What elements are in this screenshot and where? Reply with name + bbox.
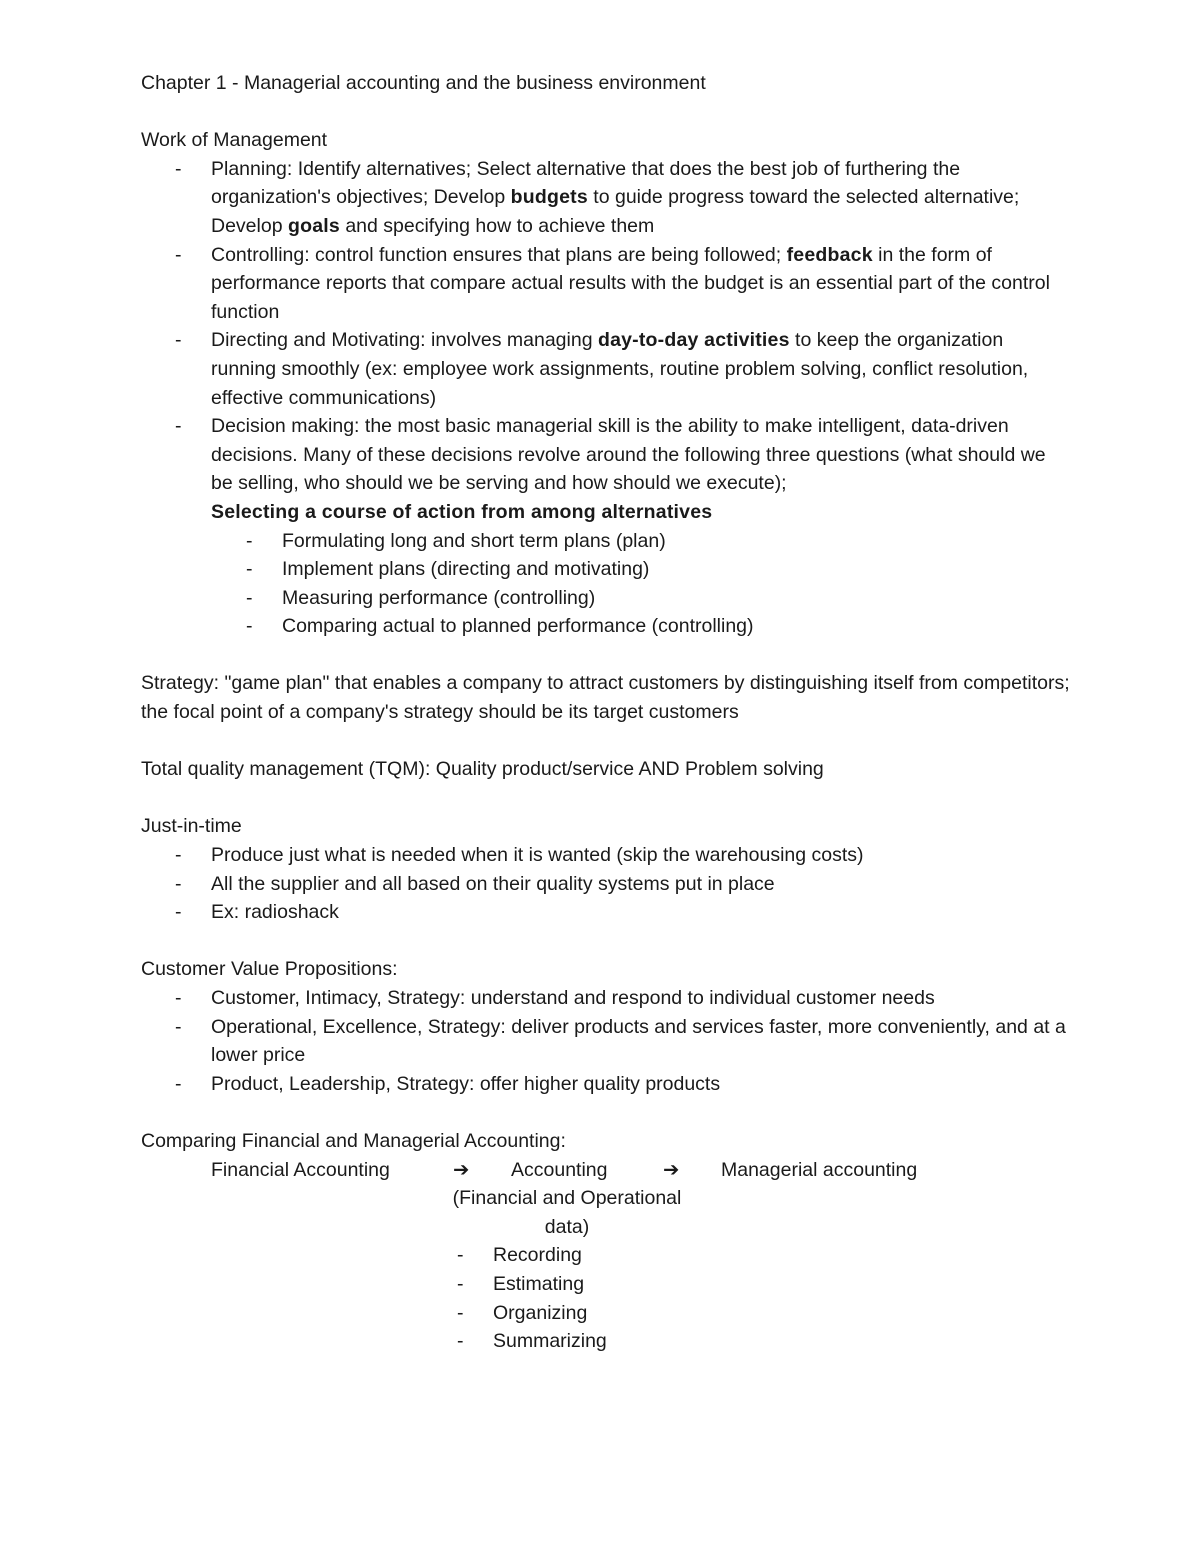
document-content — [141, 69, 1071, 1356]
list-item: - Estimating — [141, 1270, 607, 1299]
list-item-directing: - Directing and Motivating: involves managing day-to-day activities to keep the organization running smoothly (ex: employee work assignments, routine problem solving, conflict resolution, effective communications) — [141, 326, 1071, 412]
bold-term: Selecting a course of action from among alternatives — [211, 500, 713, 523]
bullet-dash: - — [457, 1272, 464, 1295]
list-item: - Implement plans (directing and motivating) — [141, 555, 1071, 584]
accounting-subtitle: (Financial and Operational data) — [452, 1187, 682, 1238]
bullet-dash: - — [246, 558, 253, 581]
bold-term: goals — [287, 214, 340, 237]
bullet-dash: - — [457, 1301, 464, 1324]
bullet-dash: - — [175, 157, 182, 180]
comparing-heading: Comparing Financial and Managerial Accounting: — [141, 1129, 566, 1152]
managerial-accounting-label: Managerial accounting — [721, 1158, 918, 1181]
bullet-dash: - — [175, 415, 182, 438]
bullet-dash: - — [175, 243, 182, 266]
list-item: - Comparing actual to planned performance (controlling) — [141, 612, 1071, 641]
bullet-dash: - — [175, 844, 182, 867]
accounting-steps-block — [141, 1241, 1071, 1355]
work-heading: Work of Management — [141, 129, 328, 152]
work-list — [141, 155, 1071, 527]
bullet-dash: - — [246, 615, 253, 638]
list-item: - Organizing — [141, 1299, 607, 1328]
accounting-label: Accounting — [511, 1158, 608, 1181]
financial-accounting-label: Financial Accounting — [211, 1158, 390, 1181]
bullet-dash: - — [457, 1244, 464, 1267]
jit-list — [141, 841, 1071, 927]
bullet-dash: - — [175, 1072, 182, 1095]
bullet-dash: - — [246, 586, 253, 609]
bullet-dash: - — [175, 1015, 182, 1038]
bullet-dash: - — [175, 872, 182, 895]
list-item: - Customer, Intimacy, Strategy: understand and respond to individual customer needs — [141, 984, 1071, 1013]
list-item: - Operational, Excellence, Strategy: deliver products and services faster, more conveniently, and at a lower price — [141, 1013, 1071, 1070]
bullet-dash: - — [457, 1330, 464, 1353]
list-item: - Recording — [141, 1241, 607, 1270]
bullet-dash: - — [175, 901, 182, 924]
strategy-paragraph: Strategy: "game plan" that enables a company to attract customers by distinguishing itself from competitors; the focal point of a company's strategy should be its target customers — [141, 672, 1070, 724]
list-item: - Measuring performance (controlling) — [141, 584, 1071, 613]
bullet-dash: - — [175, 987, 182, 1009]
list-item: - Summarizing — [141, 1327, 607, 1356]
list-item: - All the supplier and all based on their quality systems put in place — [141, 870, 1071, 899]
arrow-right-icon: ➔ — [453, 1158, 470, 1181]
list-item-controlling: - Controlling: control function ensures that plans are being followed; feedback in the form of performance reports that compare actual results with the budget is an essential part of the control function — [141, 241, 1071, 327]
tqm-paragraph: Total quality management (TQM): Quality product/service AND Problem solving — [141, 758, 824, 781]
list-item-planning: - Planning: Identify alternatives; Select alternative that does the best job of furthering the organization's objectives; Develop budgets to guide progress toward the selected alternative; Develop goals and specifying how to achieve them — [141, 155, 1071, 241]
accounting-sub-block — [141, 1184, 1071, 1241]
list-item: - Produce just what is needed when it is wanted (skip the warehousing costs) — [141, 841, 1071, 870]
arrow-right-icon: ➔ — [663, 1158, 680, 1181]
cvp-list — [141, 984, 1071, 1098]
accounting-steps-list — [141, 1241, 607, 1355]
list-item: - Product, Leadership, Strategy: offer higher quality products — [141, 1070, 1071, 1099]
list-item: - Formulating long and short term plans (plan) — [141, 527, 1071, 556]
cvp-heading: Customer Value Propositions: — [141, 958, 398, 981]
list-item: - Ex: radioshack — [141, 898, 1071, 927]
bold-term: budgets — [510, 186, 588, 209]
jit-heading: Just-in-time — [141, 815, 242, 838]
bold-term: feedback — [786, 243, 873, 266]
decision-sublist — [141, 527, 1071, 641]
list-item-decision: - Decision making: the most basic managerial skill is the ability to make intelligent, data-driven decisions. Many of these decisions revolve around the following three questions (what should we be selling, who should we be serving and how should we execute); Selecting a course of action from among alternatives — [141, 412, 1071, 526]
bold-term: day-to-day activities — [597, 329, 790, 352]
accounting-flow-row — [141, 1156, 1071, 1185]
bullet-dash: - — [246, 529, 253, 552]
bullet-dash: - — [175, 329, 182, 352]
chapter-title: Chapter 1 - Managerial accounting and the business environment — [141, 72, 706, 94]
